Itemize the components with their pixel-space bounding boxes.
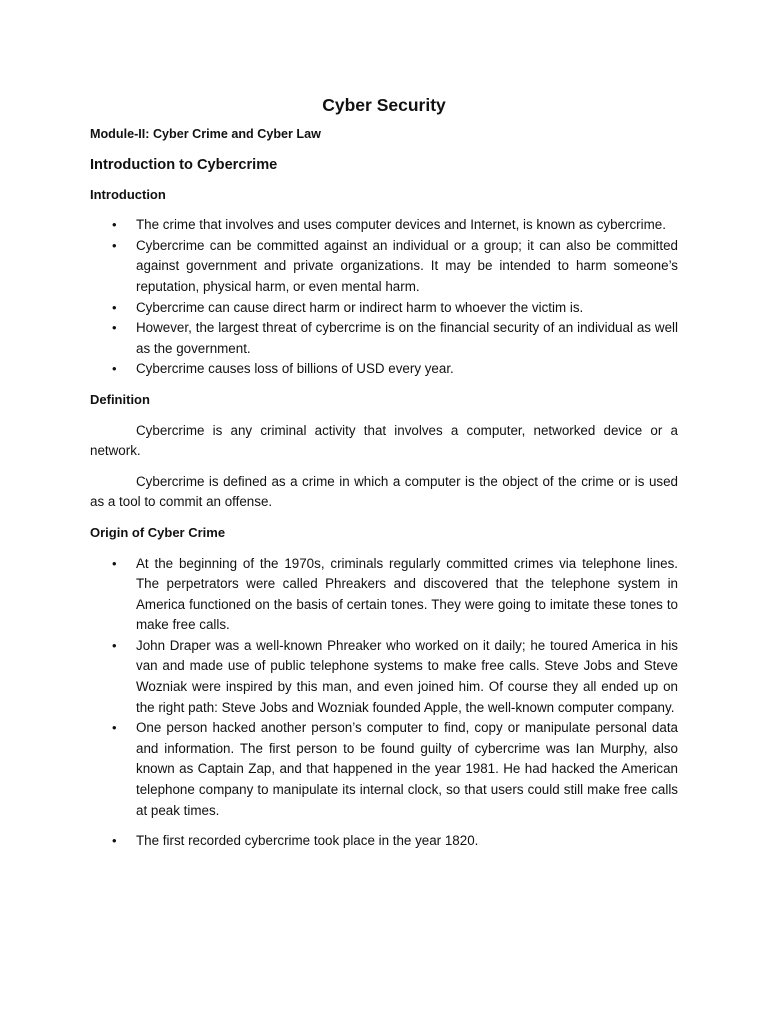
bullet-icon: • bbox=[112, 237, 117, 253]
definition-heading: Definition bbox=[90, 391, 150, 407]
bullet-icon: • bbox=[112, 720, 117, 736]
bullet-icon: • bbox=[112, 361, 117, 377]
list-item-text: One person hacked another person’s computer to find, copy or manipulate personal data and information. The first person to be found guilty of cybercrime was Ian Murphy, also known as Captain Zap, and that happened in the year 1981. He had hacked the American telephone company to manipulate its internal clock, so that users could still make free calls at peak times. bbox=[136, 720, 678, 818]
list-item-text: At the beginning of the 1970s, criminals regularly committed crimes via telephone lines. The perpetrators were called Phreakers and discovered that the telephone system in America functioned on the basis of certain tones. They were going to imitate these tones to make free calls. bbox=[136, 555, 678, 633]
list-item bbox=[90, 554, 678, 636]
bullet-icon: • bbox=[112, 555, 117, 571]
list-item-text: Cybercrime causes loss of billions of USD every year. bbox=[136, 361, 454, 377]
list-item bbox=[90, 718, 678, 821]
list-item-text: Cybercrime can cause direct harm or indirect harm to whoever the victim is. bbox=[136, 299, 584, 315]
list-item-text: Cybercrime can be committed against an individual or a group; it can also be committed against government and private organizations. It may be intended to harm someone’s reputation, physical harm, or even mental harm. bbox=[136, 237, 678, 294]
list-item bbox=[90, 298, 678, 319]
module-heading: Module-II: Cyber Crime and Cyber Law bbox=[90, 127, 321, 141]
list-item bbox=[90, 215, 678, 236]
list-item bbox=[90, 236, 678, 298]
document-title: Cyber Security bbox=[322, 95, 446, 115]
bullet-icon: • bbox=[112, 320, 117, 336]
definition-paragraph: Cybercrime is any criminal activity that involves a computer, networked device or a network. bbox=[90, 422, 678, 459]
definition-paragraph: Cybercrime is defined as a crime in which a computer is the object of the crime or is used as a tool to commit an offense. bbox=[90, 473, 678, 510]
origin-list bbox=[90, 554, 678, 852]
introduction-list bbox=[90, 215, 678, 380]
document-content bbox=[90, 92, 678, 862]
list-item-text: However, the largest threat of cybercrime is on the financial security of an individual as well as the government. bbox=[136, 320, 678, 356]
bullet-icon: • bbox=[112, 637, 117, 653]
bullet-icon: • bbox=[112, 299, 117, 315]
list-item-text: The first recorded cybercrime took place in the year 1820. bbox=[136, 833, 479, 849]
bullet-icon: • bbox=[112, 217, 117, 233]
section-heading: Introduction to Cybercrime bbox=[90, 156, 278, 173]
list-item bbox=[90, 318, 678, 359]
list-item bbox=[90, 831, 678, 852]
origin-heading: Origin of Cyber Crime bbox=[90, 524, 226, 540]
list-item bbox=[90, 359, 678, 380]
list-item-text: The crime that involves and uses computer devices and Internet, is known as cybercrime. bbox=[136, 217, 666, 233]
introduction-heading: Introduction bbox=[90, 186, 166, 202]
list-item bbox=[90, 636, 678, 718]
list-item-text: John Draper was a well-known Phreaker who worked on it daily; he toured America in his van and made use of public telephone systems to make free calls. Steve Jobs and Steve Wozniak were inspired by this man, and even joined him. Of course they all ended up on the right path: Steve Jobs and Wozniak founded Apple, the well-known computer company. bbox=[136, 637, 678, 715]
bullet-icon: • bbox=[112, 833, 117, 849]
